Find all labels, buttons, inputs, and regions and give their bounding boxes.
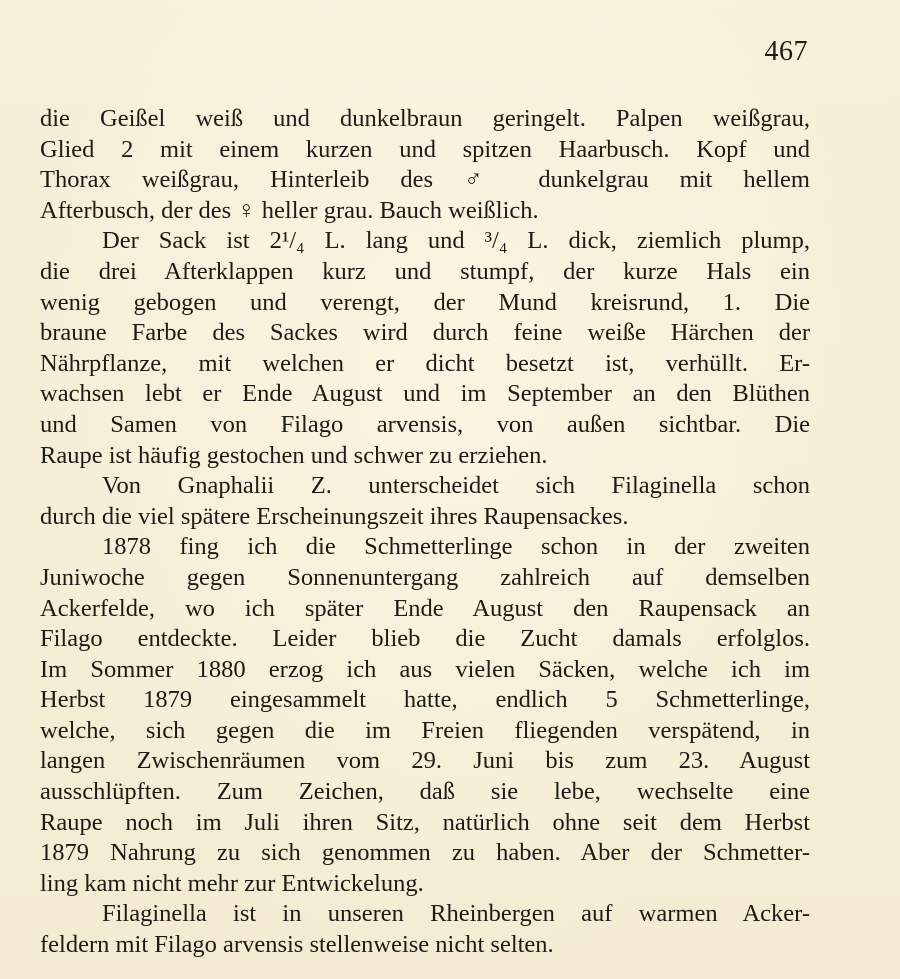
text-line: Im Sommer 1880 erzog ich aus vielen Säcken, welche ich im [40, 655, 810, 683]
text-line: durch die viel spätere Erscheinungszeit ihres Raupensackes. [40, 502, 629, 530]
text-line: Filaginella ist in unseren Rheinbergen auf warmen Acker- [102, 900, 810, 928]
text-line: 1878 fing ich die Schmetterlinge schon in der zweiten [102, 533, 810, 561]
text-line: ausschlüpften. Zum Zeichen, daß sie lebe, wechselte eine [40, 778, 810, 806]
page-number: 467 [764, 36, 808, 67]
text-line: Der Sack ist 2¹/₄ L. lang und ³/₄ L. dick, ziemlich plump, [102, 227, 810, 255]
text-line: feldern mit Filago arvensis stellenweise nicht selten. [40, 931, 554, 959]
text-line: die Geißel weiß und dunkelbraun geringelt. Palpen weißgrau, [40, 105, 810, 132]
text-line: welche, sich gegen die im Freien fliegenden verspätend, in [40, 716, 810, 744]
body-text [40, 104, 810, 961]
text-line: Herbst 1879 eingesammelt hatte, endlich 5 Schmetterlinge, [40, 686, 810, 714]
text-line: Ackerfelde, wo ich später Ende August den Raupensack an [40, 594, 810, 622]
text-line: Raupe ist häufig gestochen und schwer zu erziehen. [40, 441, 548, 469]
text-line: wenig gebogen und verengt, der Mund kreisrund, 1. Die [40, 288, 810, 316]
text-line: Juniwoche gegen Sonnenuntergang zahlreich auf demselben [40, 563, 810, 591]
text-line: und Samen von Filago arvensis, von außen sichtbar. Die [40, 410, 810, 438]
text-line: Afterbusch, der des ♀ heller grau. Bauch weißlich. [40, 196, 539, 224]
text-line: langen Zwischenräumen vom 29. Juni bis zum 23. August [40, 747, 810, 775]
text-line: Nährpflanze, mit welchen er dicht besetzt ist, verhüllt. Er- [40, 349, 810, 377]
text-line: 1879 Nahrung zu sich genommen zu haben. Aber der Schmetter- [40, 839, 810, 867]
text-line: die drei Afterklappen kurz und stumpf, der kurze Hals ein [40, 257, 810, 285]
text-line: Raupe noch im Juli ihren Sitz, natürlich ohne seit dem Herbst [40, 808, 810, 836]
text-line: Thorax weißgrau, Hinterleib des ♂ dunkelgrau mit hellem [40, 166, 810, 194]
text-line: ling kam nicht mehr zur Entwickelung. [40, 869, 424, 897]
text-line: Von Gnaphalii Z. unterscheidet sich Filaginella schon [102, 472, 810, 500]
text-line: braune Farbe des Sackes wird durch feine weiße Härchen der [40, 319, 810, 347]
text-line: wachsen lebt er Ende August und im September an den Blüthen [40, 380, 810, 408]
text-line: Glied 2 mit einem kurzen und spitzen Haarbusch. Kopf und [40, 135, 810, 163]
text-line: Filago entdeckte. Leider blieb die Zucht damals erfolglos. [40, 625, 810, 653]
